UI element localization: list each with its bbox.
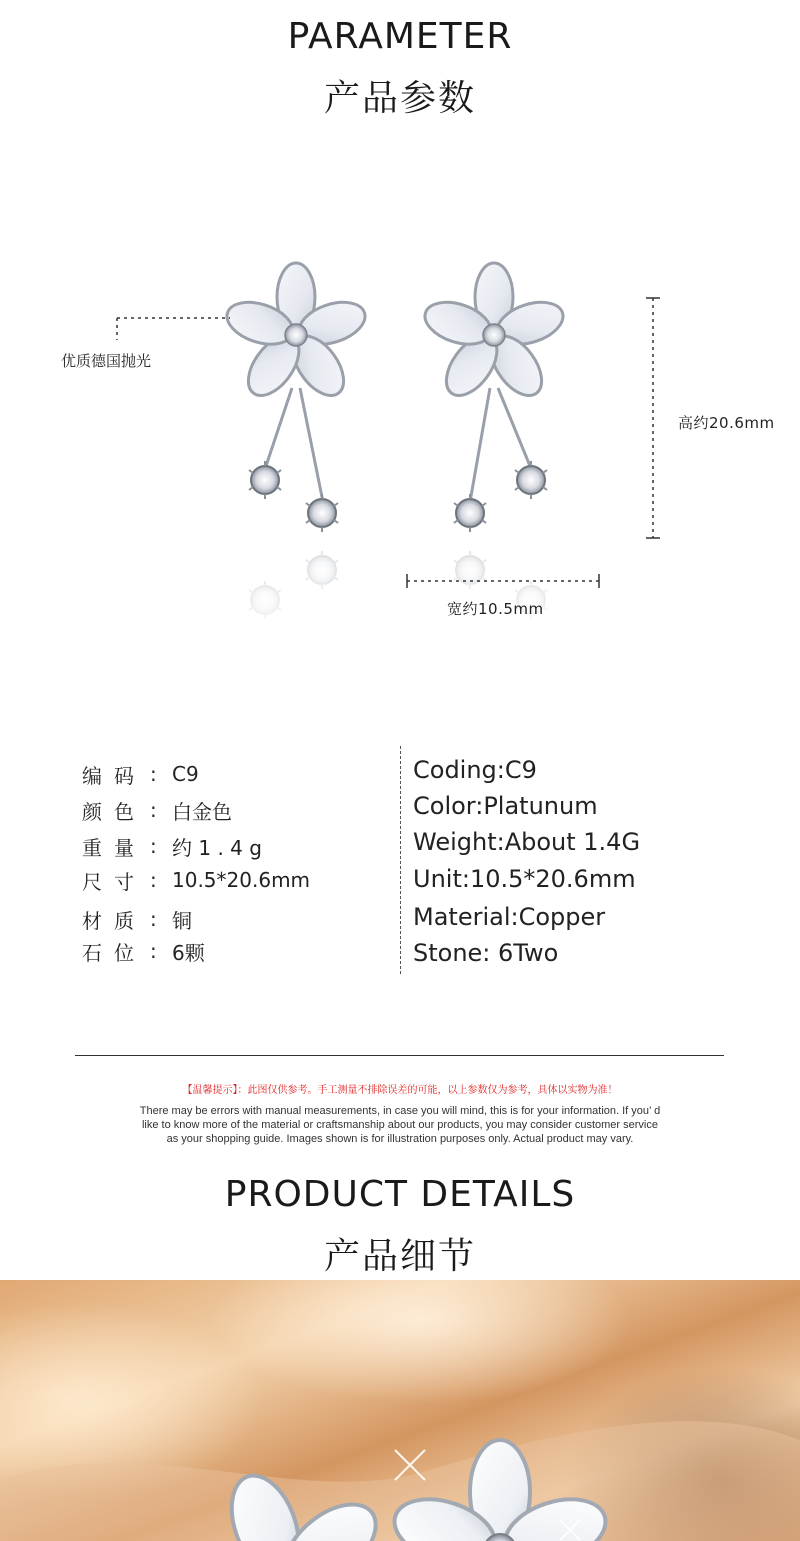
spec-label: 材质: [82, 908, 146, 933]
spec-row-weight: 重量 : 约 1 . 4 g: [82, 831, 262, 861]
earring-closeup: [0, 1280, 800, 1541]
spec-value: 约 1 . 4 g: [172, 835, 262, 860]
spec-label: 尺寸: [82, 869, 146, 894]
polish-annotation: 优质德国抛光: [61, 352, 152, 370]
spec-row-code: 编码 : C9: [82, 759, 199, 789]
specs-divider: [400, 746, 401, 974]
spec-row-stone: 石位 : 6颗: [82, 936, 205, 966]
details-title: PRODUCT DETAILS: [224, 1174, 576, 1215]
notice-divider: [75, 1055, 724, 1056]
spec-label: 编码: [82, 763, 146, 788]
warning-text: 【温馨提示】：此图仅供参考。手工测量不排除误差的可能，以上参数仅为参考，具体以实物为准！: [182, 1085, 618, 1096]
width-annotation: 宽约10.5mm: [447, 600, 544, 618]
spec-value: 白金色: [172, 799, 232, 824]
spec-row-size: 尺寸 : 10.5*20.6mm: [82, 865, 310, 895]
spec-en-color: Color:Platunum: [413, 792, 598, 820]
spec-label: 重量: [82, 835, 146, 860]
product-detail-photo: [0, 1280, 800, 1541]
details-title-zh: 产品细节: [323, 1236, 476, 1277]
spec-en-unit: Unit:10.5*20.6mm: [413, 865, 636, 893]
dimension-guides: [0, 280, 800, 620]
spec-en-weight: Weight:About 1.4G: [413, 828, 641, 856]
spec-label: 颜色: [82, 799, 146, 824]
disclaimer-line: There may be errors with manual measurements, in case you will mind, this is for your information. If you’ d: [139, 1105, 661, 1117]
height-annotation: 高约20.6mm: [678, 414, 775, 432]
disclaimer-line: as your shopping guide. Images shown is for illustration purposes only. Actual product may vary.: [166, 1133, 634, 1145]
spec-en-material: Material:Copper: [413, 903, 606, 931]
spec-value: 10.5*20.6mm: [172, 868, 311, 892]
spec-en-coding: Coding:C9: [413, 756, 537, 784]
spec-row-color: 颜色 : 白金色: [82, 795, 232, 825]
disclaimer-line: like to know more of the material or craftsmanship about our products, you may consider customer service: [141, 1119, 658, 1131]
spec-value: C9: [172, 762, 199, 786]
spec-label: 石位: [82, 940, 146, 965]
disclaimer-text: [100, 1104, 700, 1146]
spec-value: 6颗: [172, 940, 205, 965]
spec-value: 铜: [172, 908, 192, 933]
spec-row-material: 材质 : 铜: [82, 904, 192, 934]
parameter-title: PARAMETER: [287, 16, 513, 57]
spec-en-stone: Stone: 6Two: [413, 939, 559, 967]
parameter-title-zh: 产品参数: [323, 78, 476, 119]
